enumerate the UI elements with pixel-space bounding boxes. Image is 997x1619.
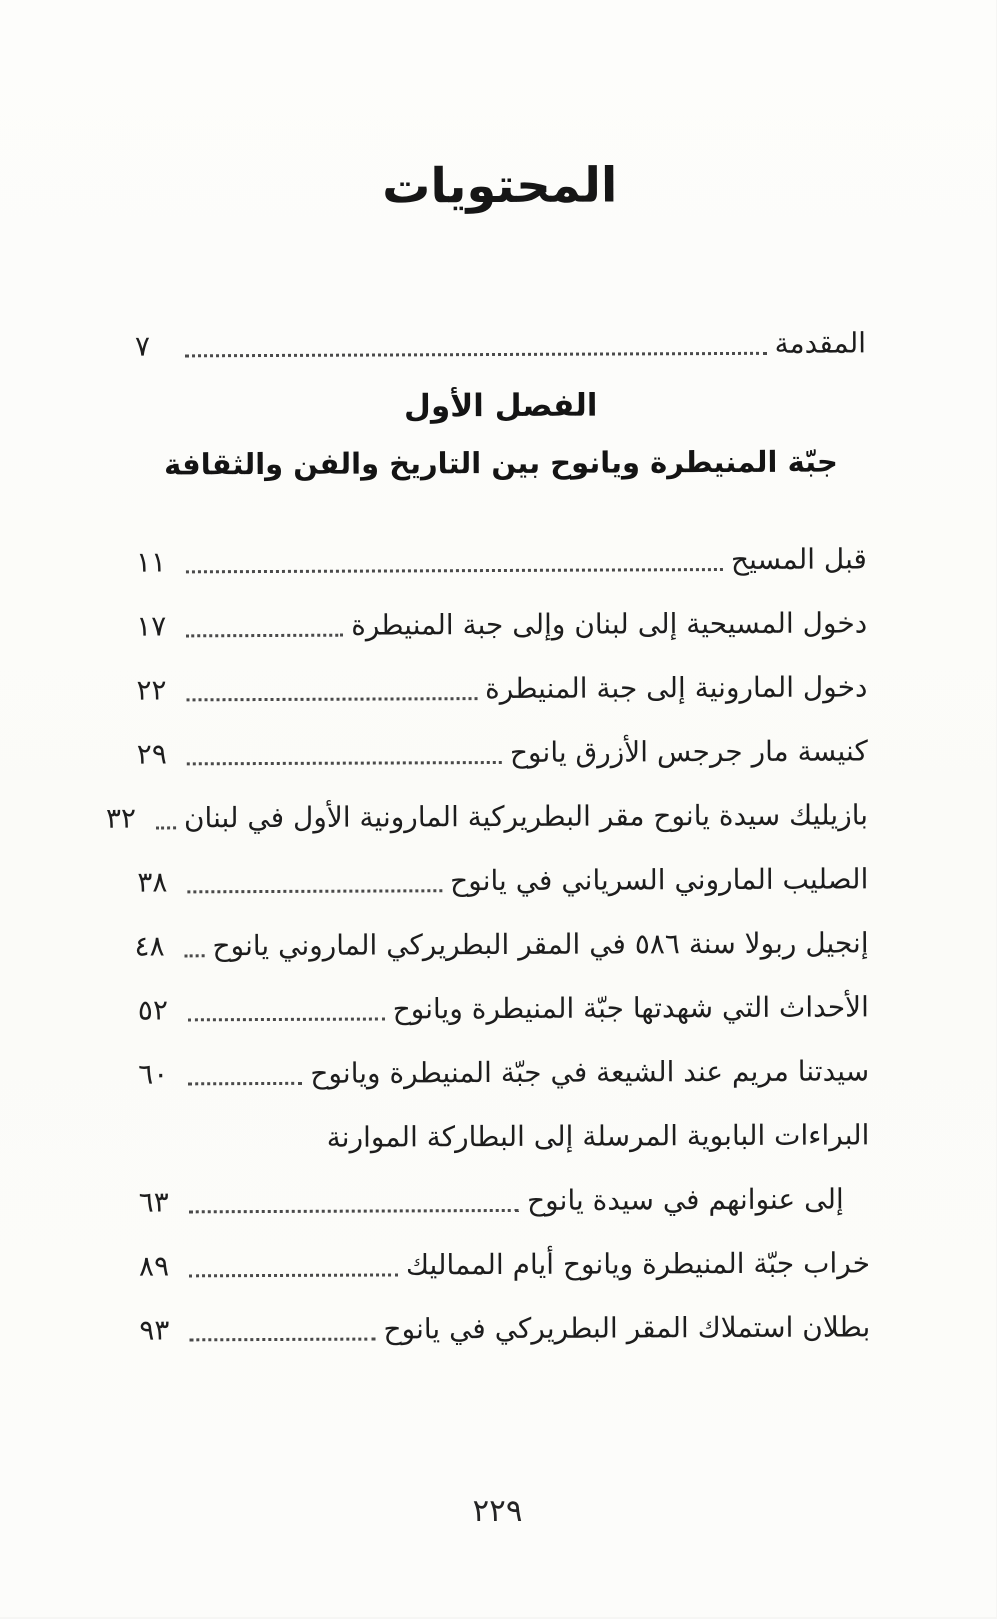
toc-entry-page-number: ٧ [135, 329, 152, 363]
dotted-leader [186, 352, 768, 358]
toc-entry [140, 1220, 871, 1287]
dotted-leader [189, 1082, 303, 1085]
toc-entry [136, 300, 867, 367]
toc-entry-title: قبل المسيح [731, 542, 868, 577]
dotted-leader [190, 1209, 520, 1213]
toc-entry-page-number: ٢٢ [137, 673, 168, 707]
chapter-heading: الفصل الأول [404, 387, 599, 425]
toc-entry-title: دخول المارونية إلى جبة المنيطرة [485, 670, 869, 706]
toc-entry-title: البراءات البابوية المرسلة إلى البطاركة الموارنة [327, 1118, 871, 1155]
toc-entry-page-number: ٦٣ [139, 1185, 170, 1219]
toc-entry [138, 708, 869, 775]
toc-entry-title: المقدمة [775, 326, 868, 361]
toc-entry-title: كنيسة مار جرجس الأزرق يانوح [510, 734, 869, 770]
dotted-leader [187, 634, 344, 638]
table-of-contents [106, 300, 872, 1351]
page-title: المحتويات [383, 157, 619, 215]
toc-entry [139, 1028, 870, 1095]
toc-entry-title: سيدتنا مريم عند الشيعة في جبّة المنيطرة ويانوح [311, 1054, 871, 1091]
dotted-leader [157, 826, 177, 829]
toc-entry-page-number: ٥٢ [138, 993, 170, 1027]
dotted-leader [190, 1273, 399, 1277]
toc-entry-title: بطلان استملاك المقر البطريركي في يانوح [384, 1310, 872, 1346]
toc-entry-page-number: ٣٢ [106, 801, 138, 836]
toc-entry-title: إنجيل ربولا سنة ٥٨٦ في المقر البطريركي الماروني يانوح [213, 926, 870, 963]
toc-entry [137, 580, 868, 647]
toc-entry-title: بازيليك سيدة يانوح مقر البطريركية المارونية الأول في لبنان [184, 798, 870, 835]
toc-entry-title: دخول المسيحية إلى لبنان وإلى جبة المنيطرة [352, 606, 869, 643]
dotted-leader [187, 568, 724, 573]
toc-entry-title: خراب جبّة المنيطرة ويانوح أيام المماليك [406, 1246, 872, 1282]
toc-entry-page-number: ٩٣ [140, 1313, 171, 1347]
folio-page-number: ٢٢٩ [473, 1493, 524, 1529]
chapter-subheading: جبّة المنيطرة ويانوح بين التاريخ والفن والثقافة [165, 444, 839, 482]
toc-entry-wrapped-line [139, 1092, 870, 1159]
toc-entry [140, 1156, 871, 1223]
toc-entry-page-number: ٦٠ [139, 1057, 170, 1091]
dotted-leader [186, 954, 206, 957]
toc-entry-page-number: ٣٨ [138, 865, 169, 899]
toc-entry [138, 836, 869, 903]
toc-entry-title: إلى عنوانهم في سيدة يانوح [527, 1182, 845, 1218]
dotted-leader [189, 1017, 386, 1021]
toc-entry [140, 1284, 871, 1351]
toc-entry-page-number: ١١ [136, 545, 168, 579]
toc-entry-page-number: ٢٩ [137, 737, 168, 771]
toc-entry-page-number: ٨٩ [139, 1249, 171, 1283]
dotted-leader [190, 1338, 376, 1342]
toc-entry-title: الأحداث التي شهدتها جبّة المنيطرة ويانوح [393, 990, 870, 1026]
toc-entry [139, 964, 870, 1031]
toc-entry-page-number: ٤٨ [135, 929, 166, 963]
dotted-leader [188, 761, 503, 765]
toc-entry [106, 772, 870, 839]
toc-entry-title: الصليب الماروني السرياني في يانوح [451, 862, 870, 898]
toc-entry-page-number: ١٧ [137, 609, 168, 643]
toc-entry [135, 900, 870, 967]
dotted-leader [188, 889, 443, 893]
toc-entry [137, 644, 868, 711]
toc-entry [137, 516, 868, 583]
dotted-leader [188, 697, 479, 701]
